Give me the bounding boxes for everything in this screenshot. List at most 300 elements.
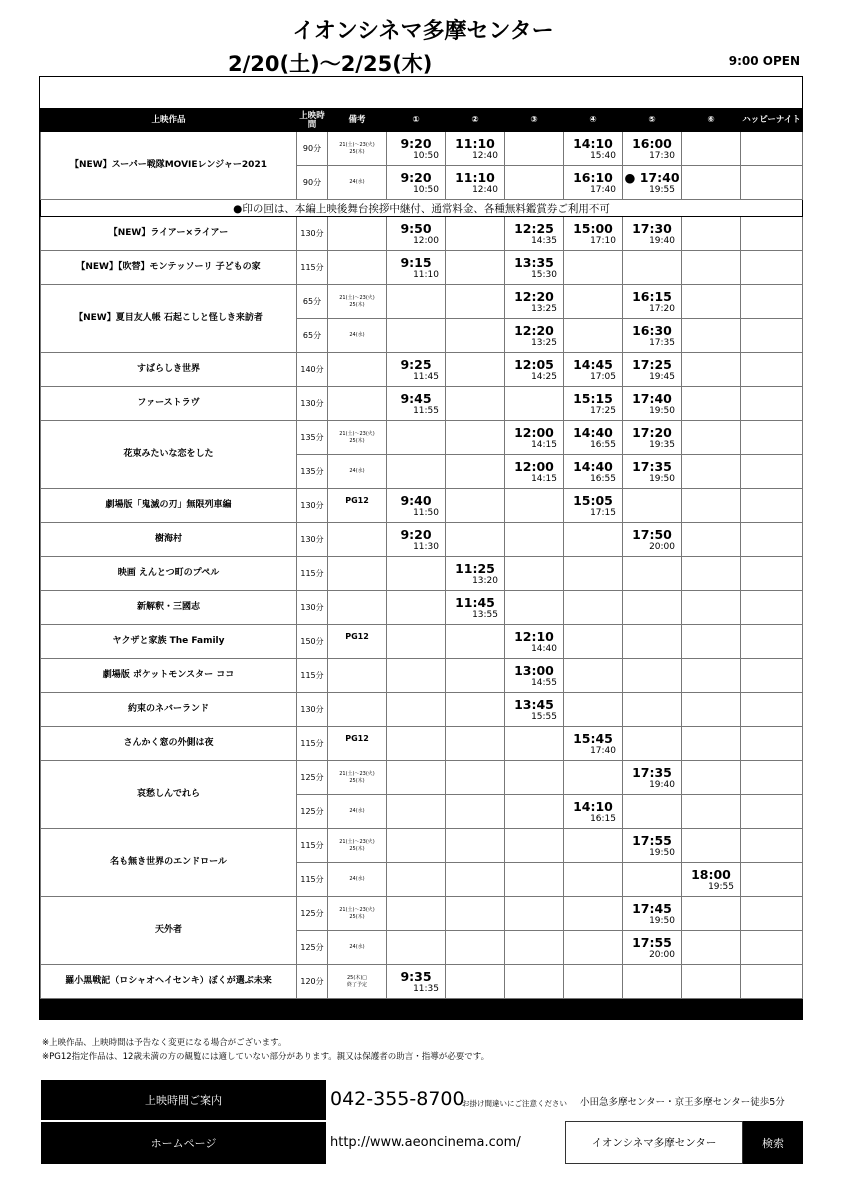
table-row: [41, 693, 803, 727]
end-time: 17:10: [590, 235, 616, 246]
start-time: 11:10: [455, 169, 495, 185]
showtime-screen-1[interactable]: [387, 217, 446, 251]
end-time: 19:40: [649, 779, 675, 790]
screen-cell: [387, 727, 446, 761]
showtime-screen-3[interactable]: [505, 251, 564, 285]
screen-cell: [623, 591, 682, 625]
screen-cell: [564, 965, 623, 999]
schedule-bottom-bar: [40, 999, 802, 1019]
movie-title: 【NEW】ライアー×ライアー: [41, 217, 297, 251]
screen-cell: [564, 897, 623, 931]
screen-cell: [446, 829, 505, 863]
end-time: 14:55: [531, 677, 557, 688]
end-time: 17:40: [590, 745, 616, 756]
screen-cell: [564, 319, 623, 353]
screen-cell: [505, 829, 564, 863]
start-time: 15:00: [573, 220, 613, 236]
end-time: 15:55: [531, 711, 557, 722]
start-time: 13:45: [514, 696, 554, 712]
screen-cell: [564, 557, 623, 591]
showtime-screen-3[interactable]: [505, 455, 564, 489]
screen-cell: [682, 931, 741, 965]
showtime-screen-5[interactable]: [623, 897, 682, 931]
showtime-screen-1[interactable]: [387, 132, 446, 166]
runtime: 90分: [297, 166, 328, 200]
end-time: 13:25: [531, 337, 557, 348]
screen-cell: [446, 455, 505, 489]
runtime: 125分: [297, 761, 328, 795]
remarks: 24(水): [328, 863, 387, 897]
movie-title: 哀愁しんでれら: [41, 761, 297, 829]
end-time: 17:30: [649, 150, 675, 161]
start-time: 9:20: [400, 526, 432, 542]
showtime-screen-5[interactable]: [623, 353, 682, 387]
end-time: 16:55: [590, 473, 616, 484]
start-time: 17:35: [632, 458, 672, 474]
notice-text: ●印の回は、本編上映後舞台挨拶中継付、通常料金、各種無料鑑賞券ご利用不可: [41, 200, 803, 217]
remarks: [328, 693, 387, 727]
table-row: [41, 251, 803, 285]
table-row: [41, 659, 803, 693]
screen-cell: [505, 132, 564, 166]
runtime: 135分: [297, 421, 328, 455]
screen-cell: [505, 897, 564, 931]
end-time: 19:40: [649, 235, 675, 246]
runtime: 125分: [297, 931, 328, 965]
footnote-pg12: ※PG12指定作品は、12歳未満の方の観覧には適していない部分があります。親又は保護者の助言・指導が必要です。: [42, 1052, 490, 1062]
showtime-screen-3[interactable]: [505, 319, 564, 353]
showtime-screen-5[interactable]: [623, 387, 682, 421]
column-header: 上映時間: [297, 110, 328, 132]
table-row: [41, 421, 803, 455]
movie-title: ヤクザと家族 The Family: [41, 625, 297, 659]
screen-cell: [446, 353, 505, 387]
showtime-screen-4[interactable]: [564, 795, 623, 829]
start-time: 15:45: [573, 730, 613, 746]
column-header: ③: [505, 110, 564, 132]
end-time: 19:55: [708, 881, 734, 892]
runtime: 150分: [297, 625, 328, 659]
start-time: 9:50: [400, 220, 432, 236]
screen-cell: [741, 761, 803, 795]
end-time: 12:40: [472, 184, 498, 195]
remarks: 21(土)～23(火) 25(木): [328, 897, 387, 931]
showtime-screen-5[interactable]: [623, 319, 682, 353]
screen-cell: [741, 829, 803, 863]
screen-cell: [387, 795, 446, 829]
end-time: 10:50: [413, 184, 439, 195]
screen-cell: [682, 489, 741, 523]
screen-cell: [387, 591, 446, 625]
start-time: 12:05: [514, 356, 554, 372]
start-time: 9:40: [400, 492, 432, 508]
screen-cell: [623, 693, 682, 727]
showtime-screen-4[interactable]: [564, 132, 623, 166]
start-time: 13:35: [514, 254, 554, 270]
showtime-screen-3[interactable]: [505, 693, 564, 727]
homepage-label: ホームページ: [41, 1122, 326, 1164]
start-time: 16:30: [632, 322, 672, 338]
movie-title: ファーストラヴ: [41, 387, 297, 421]
showtime-screen-5[interactable]: [623, 931, 682, 965]
screen-cell: [505, 931, 564, 965]
runtime: 135分: [297, 455, 328, 489]
end-time: 10:50: [413, 150, 439, 161]
table-row: [41, 285, 803, 319]
start-time: 14:40: [573, 424, 613, 440]
screen-cell: [741, 795, 803, 829]
screen-cell: [387, 319, 446, 353]
movie-title: 新解釈・三國志: [41, 591, 297, 625]
screen-cell: [741, 659, 803, 693]
schedule-spacer: [40, 77, 802, 109]
remarks: [328, 353, 387, 387]
screen-cell: [564, 931, 623, 965]
end-time: 14:35: [531, 235, 557, 246]
screen-cell: [741, 727, 803, 761]
phone-note: お掛け間違いにご注意ください: [462, 1099, 567, 1108]
showtime-screen-4[interactable]: [564, 166, 623, 200]
screen-cell: [446, 251, 505, 285]
showtime-screen-1[interactable]: [387, 523, 446, 557]
screen-cell: [682, 523, 741, 557]
screen-cell: [387, 455, 446, 489]
showtime-screen-4[interactable]: [564, 387, 623, 421]
screen-cell: [387, 285, 446, 319]
movie-title: 樹海村: [41, 523, 297, 557]
screen-cell: [387, 625, 446, 659]
start-time: 14:40: [573, 458, 613, 474]
screen-cell: [446, 489, 505, 523]
end-time: 19:50: [649, 473, 675, 484]
screen-cell: [505, 591, 564, 625]
showtime-screen-5[interactable]: [623, 455, 682, 489]
search-button[interactable]: 検索: [743, 1121, 803, 1164]
screen-cell: [741, 625, 803, 659]
start-time: 9:25: [400, 356, 432, 372]
showtime-screen-5[interactable]: [623, 523, 682, 557]
showtime-screen-5[interactable]: [623, 285, 682, 319]
showtime-screen-1[interactable]: [387, 166, 446, 200]
end-time: 19:45: [649, 371, 675, 382]
remarks: [328, 659, 387, 693]
end-time: 14:25: [531, 371, 557, 382]
screen-cell: [682, 387, 741, 421]
screen-cell: [682, 897, 741, 931]
runtime: 115分: [297, 557, 328, 591]
showtime-screen-3[interactable]: [505, 659, 564, 693]
showtime-screen-1[interactable]: [387, 965, 446, 999]
search-input[interactable]: イオンシネマ多摩センター: [565, 1121, 743, 1164]
end-time: 20:00: [649, 541, 675, 552]
table-row: [41, 897, 803, 931]
screen-cell: [741, 489, 803, 523]
screen-cell: [623, 251, 682, 285]
screen-cell: [682, 727, 741, 761]
start-time: 14:45: [573, 356, 613, 372]
screen-cell: [564, 693, 623, 727]
showtime-screen-3[interactable]: [505, 421, 564, 455]
start-time: 12:25: [514, 220, 554, 236]
screen-cell: [387, 557, 446, 591]
runtime: 115分: [297, 727, 328, 761]
start-time: 17:55: [632, 832, 672, 848]
screen-cell: [446, 897, 505, 931]
screen-cell: [741, 693, 803, 727]
remarks: 21(土)～23(火) 25(木): [328, 761, 387, 795]
remarks: 24(水): [328, 319, 387, 353]
start-time: 12:10: [514, 628, 554, 644]
showtime-info-label: 上映時間ご案内: [41, 1080, 326, 1120]
screen-cell: [505, 965, 564, 999]
remarks: 24(水): [328, 166, 387, 200]
end-time: 14:40: [531, 643, 557, 654]
date-range: 2/20(土)～2/25(木): [228, 52, 433, 76]
start-time: 17:20: [632, 424, 672, 440]
end-time: 17:25: [590, 405, 616, 416]
start-time: 12:20: [514, 322, 554, 338]
screen-cell: [387, 931, 446, 965]
column-header: ⑤: [623, 110, 682, 132]
end-time: 17:15: [590, 507, 616, 518]
remarks: PG12: [328, 727, 387, 761]
screen-cell: [564, 863, 623, 897]
screen-cell: [505, 863, 564, 897]
showtime-screen-2[interactable]: [446, 132, 505, 166]
table-row: [41, 387, 803, 421]
end-time: 17:35: [649, 337, 675, 348]
showtime-screen-5[interactable]: [623, 761, 682, 795]
end-time: 17:40: [590, 184, 616, 195]
showtime-screen-2[interactable]: [446, 591, 505, 625]
screen-cell: [505, 761, 564, 795]
showtime-screen-1[interactable]: [387, 251, 446, 285]
screen-cell: [564, 659, 623, 693]
showtime-screen-5[interactable]: [623, 132, 682, 166]
end-time: 17:05: [590, 371, 616, 382]
remarks: PG12: [328, 625, 387, 659]
screen-cell: [741, 863, 803, 897]
end-time: 15:40: [590, 150, 616, 161]
screen-cell: [564, 829, 623, 863]
table-row: [41, 761, 803, 795]
remarks: 24(水): [328, 931, 387, 965]
table-header: [41, 110, 803, 132]
end-time: 14:15: [531, 473, 557, 484]
screen-cell: [682, 659, 741, 693]
showtime-screen-5[interactable]: [623, 217, 682, 251]
screen-cell: [682, 829, 741, 863]
end-time: 15:30: [531, 269, 557, 280]
column-header: 備考: [328, 110, 387, 132]
start-time: 16:15: [632, 288, 672, 304]
movie-title: 映画 えんとつ町のプペル: [41, 557, 297, 591]
screen-cell: [446, 285, 505, 319]
screen-cell: [623, 659, 682, 693]
showtime-screen-3[interactable]: [505, 217, 564, 251]
screen-cell: [446, 421, 505, 455]
screen-cell: [505, 727, 564, 761]
runtime: 115分: [297, 829, 328, 863]
showtime-screen-3[interactable]: [505, 625, 564, 659]
end-time: 13:55: [472, 609, 498, 620]
screen-cell: [564, 625, 623, 659]
showtime-screen-1[interactable]: [387, 387, 446, 421]
footnote-change: ※上映作品、上映時間は予告なく変更になる場合がございます。: [42, 1038, 287, 1048]
start-time: 17:55: [632, 934, 672, 950]
start-time: 17:40: [632, 390, 672, 406]
screen-cell: [387, 693, 446, 727]
start-time: 17:45: [632, 900, 672, 916]
remarks: 24(水): [328, 795, 387, 829]
screen-cell: [682, 625, 741, 659]
end-time: 11:10: [413, 269, 439, 280]
start-time: 12:20: [514, 288, 554, 304]
screen-cell: [741, 353, 803, 387]
start-time: 15:15: [573, 390, 613, 406]
start-time: 17:25: [632, 356, 672, 372]
runtime: 115分: [297, 251, 328, 285]
screen-cell: [741, 455, 803, 489]
phone-number[interactable]: 042-355-8700: [330, 1088, 465, 1110]
table-row: [41, 557, 803, 591]
showtime-screen-1[interactable]: [387, 353, 446, 387]
table-row: [41, 353, 803, 387]
remarks: [328, 557, 387, 591]
screen-cell: [505, 557, 564, 591]
column-header: ④: [564, 110, 623, 132]
homepage-url[interactable]: http://www.aeoncinema.com/: [330, 1135, 521, 1150]
movie-title: 羅小黒戦記（ロシャオヘイセンキ）ぼくが選ぶ未来: [41, 965, 297, 999]
movie-title: すばらしき世界: [41, 353, 297, 387]
end-time: 14:15: [531, 439, 557, 450]
screen-cell: [387, 421, 446, 455]
remarks: 21(土)～23(火) 25(木): [328, 421, 387, 455]
access-info: 小田急多摩センター・京王多摩センター徒歩5分: [580, 1097, 785, 1108]
showtime-screen-5[interactable]: [623, 166, 682, 200]
table-row: [41, 489, 803, 523]
table-row: [41, 132, 803, 166]
remarks: 24(水): [328, 455, 387, 489]
screen-cell: [446, 217, 505, 251]
start-time: 14:10: [573, 135, 613, 151]
screen-cell: [564, 285, 623, 319]
table-row: [41, 965, 803, 999]
runtime: 130分: [297, 489, 328, 523]
showtime-screen-4[interactable]: [564, 489, 623, 523]
showtime-screen-2[interactable]: [446, 166, 505, 200]
column-header: 上映作品: [41, 110, 297, 132]
end-time: 13:25: [531, 303, 557, 314]
end-time: 12:40: [472, 150, 498, 161]
showtime-screen-5[interactable]: [623, 421, 682, 455]
screen-cell: [446, 625, 505, 659]
showtime-screen-4[interactable]: [564, 353, 623, 387]
screen-cell: [741, 319, 803, 353]
screen-cell: [741, 285, 803, 319]
showtime-screen-4[interactable]: [564, 217, 623, 251]
screen-cell: [387, 863, 446, 897]
movie-title: さんかく窓の外側は夜: [41, 727, 297, 761]
start-time: 9:20: [400, 169, 432, 185]
remarks: [328, 217, 387, 251]
showtime-screen-4[interactable]: [564, 727, 623, 761]
screen-cell: [446, 761, 505, 795]
runtime: 125分: [297, 897, 328, 931]
screen-cell: [682, 285, 741, 319]
screen-cell: [446, 727, 505, 761]
screen-cell: [682, 251, 741, 285]
end-time: 11:35: [413, 983, 439, 994]
end-time: 11:30: [413, 541, 439, 552]
start-time: 17:50: [632, 526, 672, 542]
page-title: イオンシネマ多摩センター: [292, 19, 554, 44]
table-row: [41, 625, 803, 659]
table-row: [41, 727, 803, 761]
screen-cell: [741, 132, 803, 166]
end-time: 17:20: [649, 303, 675, 314]
screen-cell: [741, 557, 803, 591]
remarks: 25(木)□ 終了予定: [328, 965, 387, 999]
table-row: [41, 829, 803, 863]
showtime-screen-2[interactable]: [446, 557, 505, 591]
remarks: 21(土)～23(火) 25(木): [328, 132, 387, 166]
screen-cell: [446, 931, 505, 965]
end-time: 11:55: [413, 405, 439, 416]
runtime: 120分: [297, 965, 328, 999]
screen-cell: [387, 829, 446, 863]
start-time: 14:10: [573, 798, 613, 814]
start-time: 9:45: [400, 390, 432, 406]
remarks: [328, 251, 387, 285]
screen-cell: [564, 251, 623, 285]
screen-cell: [741, 217, 803, 251]
runtime: 90分: [297, 132, 328, 166]
remarks: [328, 591, 387, 625]
screen-cell: [564, 523, 623, 557]
screen-cell: [505, 166, 564, 200]
screen-cell: [682, 217, 741, 251]
screen-cell: [741, 591, 803, 625]
start-time: 11:25: [455, 560, 495, 576]
start-time: 17:30: [632, 220, 672, 236]
showtime-screen-4[interactable]: [564, 455, 623, 489]
screen-cell: [682, 132, 741, 166]
showtime-screen-5[interactable]: [623, 829, 682, 863]
remarks: [328, 523, 387, 557]
movie-title: 劇場版「鬼滅の刃」無限列車編: [41, 489, 297, 523]
start-time: 16:00: [632, 135, 672, 151]
movie-title: 花束みたいな恋をした: [41, 421, 297, 489]
screen-cell: [446, 795, 505, 829]
showtime-screen-3[interactable]: [505, 285, 564, 319]
movie-title: 【NEW】【吹替】モンテッソーリ 子どもの家: [41, 251, 297, 285]
showtime-screen-3[interactable]: [505, 353, 564, 387]
screen-cell: [623, 489, 682, 523]
screen-cell: [623, 625, 682, 659]
schedule-table: [39, 76, 803, 1020]
showtime-screen-4[interactable]: [564, 421, 623, 455]
end-time: 20:00: [649, 949, 675, 960]
table-row: [41, 523, 803, 557]
start-time: 15:05: [573, 492, 613, 508]
screen-cell: [446, 659, 505, 693]
showtime-screen-6[interactable]: [682, 863, 741, 897]
end-time: 16:15: [590, 813, 616, 824]
column-header: ⑥: [682, 110, 741, 132]
start-time: ● 17:40: [624, 169, 680, 185]
showtime-screen-1[interactable]: [387, 489, 446, 523]
